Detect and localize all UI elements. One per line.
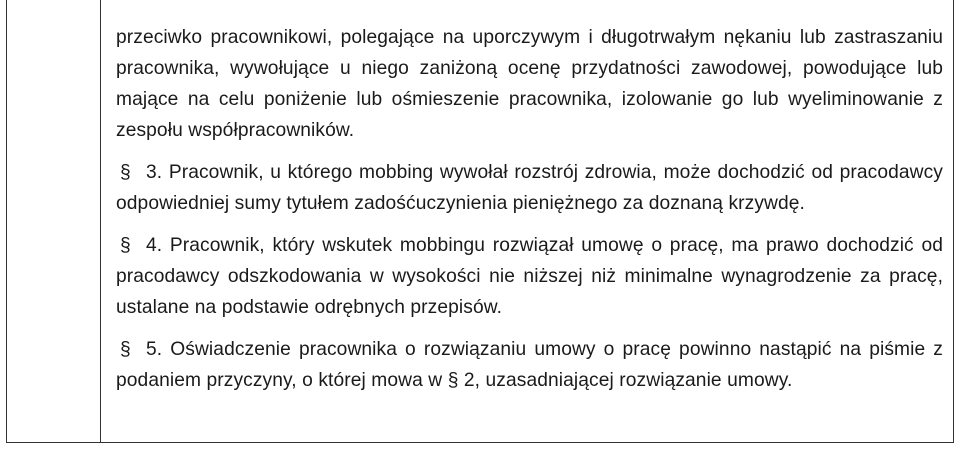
paragraph-section-4	[116, 230, 943, 323]
paragraph-text: 3. Pracownik, u którego mobbing wywołał rozstrój zdrowia, może dochodzić od pracodawcy odpowiedniej sumy tytułem zadośćuczynienia pieniężnego za doznaną krzywdę.	[116, 162, 943, 214]
section-symbol: §	[120, 235, 131, 256]
paragraph-text: 4. Pracownik, który wskutek mobbingu rozwiązał umowę o pracę, ma prawo dochodzić od pracodawcy odszkodowania w wysokości nie niższej niż minimalne wynagrodzenie za pracę, ustalane na podstawie odrębnych przepisów.	[116, 235, 943, 318]
paragraph-text: 5. Oświadczenie pracownika o rozwiązaniu umowy o pracę powinno nastąpić na piśmie z podaniem przyczyny, o której mowa w § 2, uzasadniającej rozwiązanie umowy.	[116, 339, 943, 391]
paragraph-text: przeciwko pracownikowi, polegające na uporczywym i długotrwałym nękaniu lub zastraszaniu pracownika, wywołujące u niego zaniżoną ocenę przydatności zawodowej, powodujące lub mające na celu poniżenie lub ośmieszenie pracownika, izolowanie go lub wyeliminowanie z zespołu współpracowników.	[116, 27, 943, 141]
paragraph-section-5	[116, 334, 943, 396]
table-content-cell	[101, 0, 953, 442]
paragraph-continuation	[116, 22, 943, 146]
section-symbol: §	[120, 162, 131, 183]
table-left-cell	[7, 0, 101, 442]
paragraph-section-3	[116, 157, 943, 219]
document-table	[6, 0, 954, 443]
section-symbol: §	[120, 339, 131, 360]
